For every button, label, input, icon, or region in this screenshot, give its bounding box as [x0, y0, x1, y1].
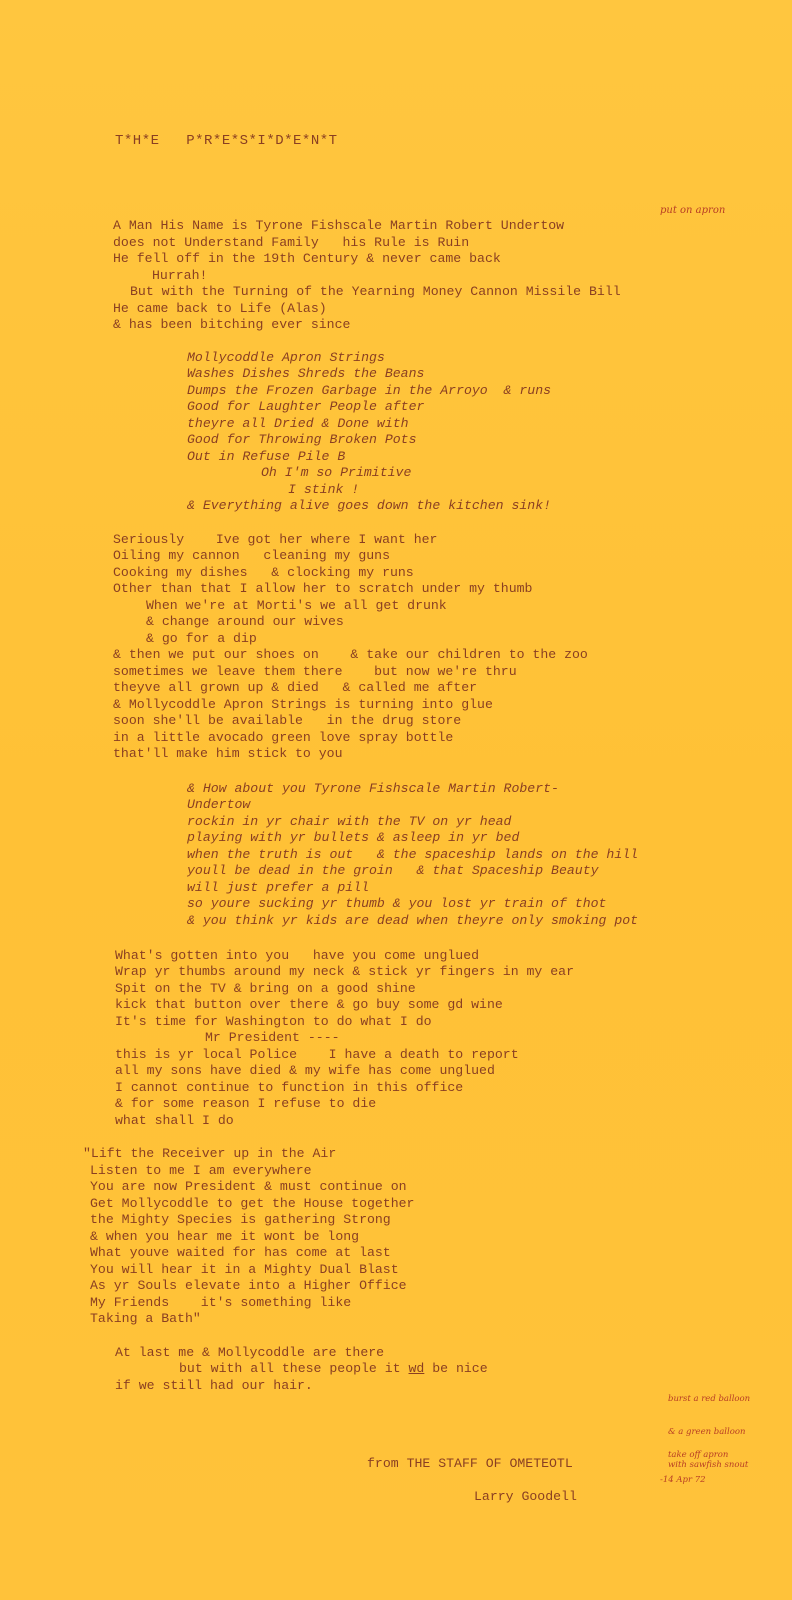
- margin-note-line: with sawfish snout: [668, 1460, 749, 1470]
- margin-note-take-off-apron: take off apron: [668, 1450, 729, 1460]
- poem-line: kick that button over there & go buy some gd wine: [115, 997, 503, 1012]
- poem-line: Good for Laughter People after: [187, 399, 425, 414]
- poem-line: when the truth is out & the spaceship lands on the hill: [187, 847, 639, 862]
- poem-line: At last me & Mollycoddle are there: [115, 1345, 385, 1360]
- poem-line: As yr Souls elevate into a Higher Office: [90, 1278, 407, 1293]
- poem-line: sometimes we leave them there but now we're thru: [113, 664, 517, 679]
- poem-line: Other than that I allow her to scratch under my thumb: [113, 581, 533, 596]
- poem-line: Taking a Bath": [90, 1311, 201, 1326]
- poem-line: Cooking my dishes & clocking my runs: [113, 565, 414, 580]
- poem-line: My Friends it's something like: [90, 1295, 352, 1310]
- poem-title: T*H*E P*R*E*S*I*D*E*N*T: [115, 133, 338, 149]
- poem-line: that'll make him stick to you: [113, 746, 343, 761]
- poem-line: will just prefer a pill: [187, 880, 370, 895]
- margin-note-date: -14 Apr 72: [660, 1475, 706, 1485]
- poem-line: rockin in yr chair with the TV on yr head: [187, 814, 512, 829]
- poem-line: He fell off in the 19th Century & never came back: [113, 251, 501, 266]
- poem-line: & you think yr kids are dead when theyre only smoking pot: [187, 913, 639, 928]
- poem-line: Spit on the TV & bring on a good shine: [115, 981, 416, 996]
- poem-line: Oh I'm so Primitive: [261, 465, 412, 480]
- poem-line: soon she'll be available in the drug store: [113, 713, 462, 728]
- poem-line: if we still had our hair.: [115, 1378, 313, 1393]
- poem-line: so youre sucking yr thumb & you lost yr train of thot: [187, 896, 607, 911]
- poem-line: Mollycoddle Apron Strings: [187, 350, 385, 365]
- poem-line: & change around our wives: [146, 614, 344, 629]
- poem-line: Out in Refuse Pile B: [187, 449, 346, 464]
- margin-note-line: & a green balloon: [668, 1427, 746, 1437]
- poem-line: I stink !: [288, 482, 360, 497]
- poem-line: When we're at Morti's we all get drunk: [146, 598, 447, 613]
- poem-line: "Lift the Receiver up in the Air: [83, 1146, 337, 1161]
- poem-line: What youve waited for has come at last: [90, 1245, 391, 1260]
- poem-line: & for some reason I refuse to die: [115, 1096, 377, 1111]
- poem-line: & How about you Tyrone Fishscale Martin Robert-: [187, 781, 559, 796]
- poem-line: A Man His Name is Tyrone Fishscale Martin Robert Undertow: [113, 218, 565, 233]
- poem-line: Oiling my cannon cleaning my guns: [113, 548, 390, 563]
- poem-line-part: be nice: [424, 1361, 488, 1376]
- poem-line: in a little avocado green love spray bottle: [113, 730, 454, 745]
- poem-line: What's gotten into you have you come unglued: [115, 948, 480, 963]
- poem-line: Washes Dishes Shreds the Beans: [187, 366, 425, 381]
- poem-line: what shall I do: [115, 1113, 234, 1128]
- poem-line: youll be dead in the groin & that Spaceship Beauty: [187, 863, 599, 878]
- poem-line: But with the Turning of the Yearning Money Cannon Missile Bill: [130, 284, 621, 299]
- margin-note-line: burst a red balloon: [668, 1394, 751, 1404]
- poem-line: Good for Throwing Broken Pots: [187, 432, 417, 447]
- poem-line: Hurrah!: [152, 268, 208, 283]
- author-name: Larry Goodell: [474, 1489, 577, 1504]
- poem-line: & when you hear me it wont be long: [90, 1229, 360, 1244]
- poem-line: & Everything alive goes down the kitchen sink!: [187, 498, 552, 513]
- poem-line: [179, 1361, 488, 1378]
- margin-note-put-on-apron: put on apron: [660, 205, 726, 216]
- poem-line: all my sons have died & my wife has come unglued: [115, 1063, 495, 1078]
- poem-line: theyre all Dried & Done with: [187, 416, 409, 431]
- poem-line: Mr President ----: [205, 1030, 340, 1045]
- poem-line: You will hear it in a Mighty Dual Blast: [90, 1262, 399, 1277]
- poem-line: theyve all grown up & died & called me after: [113, 680, 478, 695]
- poem-line: this is yr local Police I have a death to report: [115, 1047, 519, 1062]
- poem-line: Undertow: [187, 797, 251, 812]
- poem-line: I cannot continue to function in this office: [115, 1080, 464, 1095]
- poem-line: Dumps the Frozen Garbage in the Arroyo & runs: [187, 383, 552, 398]
- poem-line: Wrap yr thumbs around my neck & stick yr fingers in my ear: [115, 964, 574, 979]
- poem-line: & has been bitching ever since: [113, 317, 351, 332]
- poem-line: Seriously Ive got her where I want her: [113, 532, 438, 547]
- underlined-word: wd: [408, 1361, 425, 1376]
- poem-line: does not Understand Family his Rule is Ruin: [113, 235, 470, 250]
- poem-line: the Mighty Species is gathering Strong: [90, 1212, 391, 1227]
- poem-line: Listen to me I am everywhere: [90, 1163, 312, 1178]
- poem-line: & go for a dip: [146, 631, 257, 646]
- source-line: from THE STAFF OF OMETEOTL: [367, 1456, 573, 1471]
- poem-line: & Mollycoddle Apron Strings is turning into glue: [113, 697, 493, 712]
- poem-line: Get Mollycoddle to get the House together: [90, 1196, 415, 1211]
- poem-line-part: but with all these people it: [179, 1361, 409, 1376]
- poem-line: playing with yr bullets & asleep in yr bed: [187, 830, 520, 845]
- poem-line: & then we put our shoes on & take our children to the zoo: [113, 647, 588, 662]
- poem-line: It's time for Washington to do what I do: [115, 1014, 432, 1029]
- poem-line: You are now President & must continue on: [90, 1179, 407, 1194]
- poem-line: He came back to Life (Alas): [113, 301, 327, 316]
